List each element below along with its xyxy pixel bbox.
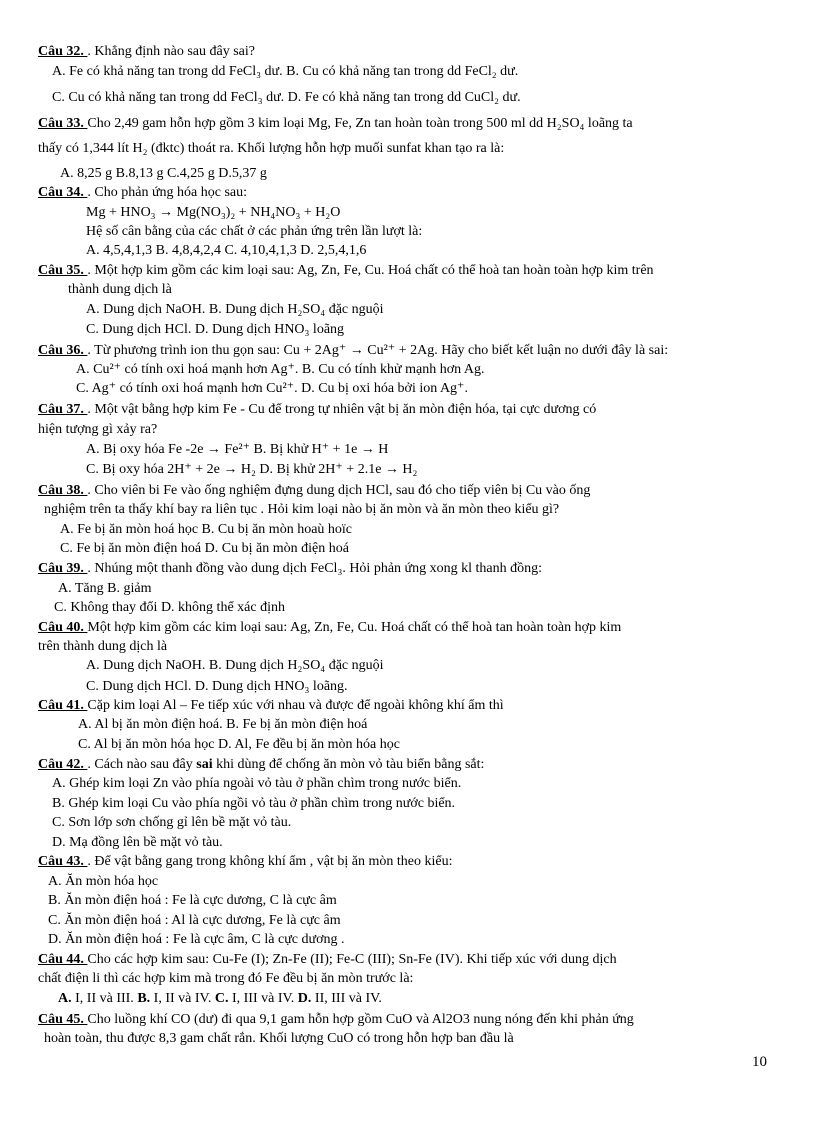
text-line (86, 460, 417, 479)
text-line (52, 794, 455, 813)
line-text: A. Tăng B. giảm (58, 581, 152, 596)
line-text: . Một hợp kim gồm các kim loại sau: Ag, Zn, Fe, Cu. Hoá chất có thể hoà tan hoàn toàn hợp kim trên (87, 263, 654, 278)
text-line (38, 618, 621, 637)
line-text: Hệ số cân bằng của các chất ở các phản ứng trên lần lượt là: (86, 224, 423, 239)
line-text: D. Ăn mòn điện hoá : Fe là cực âm, C là cực dương . (48, 932, 345, 947)
line-text: II, III và IV. (314, 991, 382, 1006)
line-text: A. Ghép kim loại Zn vào phía ngoài vỏ tàu ở phần chìm trong nước biển. (52, 776, 462, 791)
text-line (78, 715, 367, 734)
text-line (54, 598, 285, 617)
option-letter: C. (214, 991, 232, 1006)
question-number: Câu 38. (38, 483, 88, 498)
text-line (52, 88, 521, 107)
line-text: Mg + HNO₃ → Mg(NO₃)₂ + NH₄NO₃ + H₂O (86, 205, 341, 220)
text-line (38, 559, 542, 578)
text-line (38, 852, 453, 871)
line-text: . Một vật bằng hợp kim Fe - Cu để trong tự nhiên vật bị ăn mòn điện hóa, tại cực dương có (87, 402, 597, 417)
line-text: C. Dung dịch HCl. D. Dung dịch HNO₃ loãng (86, 322, 345, 337)
line-text: C. Bị oxy hóa 2H⁺ + 2e → H₂ D. Bị khử 2H⁺ + 2.1e → H₂ (86, 462, 418, 477)
text-line (60, 539, 349, 558)
line-text: C. Cu có khả năng tan trong dd FeCl₃ dư. D. Fe có khả năng tan trong dd CuCl₂ dư. (52, 90, 521, 105)
question-number: Câu 34. (38, 185, 88, 200)
line-text: A. 8,25 g B.8,13 g C.4,25 g D.5,37 g (60, 166, 267, 181)
text-line (48, 872, 158, 891)
line-text: D. Mạ đồng lên bề mặt vỏ tàu. (52, 835, 223, 850)
line-text: nghiệm trên ta thấy khí bay ra liên tục . Hỏi kim loại nào bị ăn mòn và ăn mòn theo kiểu gì? (44, 502, 560, 517)
text-line (48, 930, 345, 949)
line-text: C. Ag⁺ có tính oxi hoá mạnh hơn Cu²⁺. D. Cu bị oxi hóa bởi ion Ag⁺. (76, 381, 468, 396)
line-text: C. Sơn lớp sơn chống gỉ lên bề mặt vỏ tàu. (52, 815, 292, 830)
line-text: khi dùng để chống ăn mòn vỏ tàu biển bằng sắt: (212, 757, 485, 772)
line-text: A. Cu²⁺ có tính oxi hoá mạnh hơn Ag⁺. B. Cu có tính khử mạnh hơn Ag. (76, 362, 485, 377)
line-text: B. Ăn mòn điện hoá : Fe là cực dương, C là cực âm (48, 893, 337, 908)
text-line (38, 696, 504, 715)
line-text: Một hợp kim gồm các kim loại sau: Ag, Zn, Fe, Cu. Hoá chất có thể hoà tan hoàn toàn hợp kim (87, 620, 622, 635)
line-text: Cho các hợp kim sau: Cu-Fe (I); Zn-Fe (II); Fe-C (III); Sn-Fe (IV). Khi tiếp xúc với dung dịch (87, 952, 617, 967)
question-number: Câu 35. (38, 263, 88, 278)
text-line (38, 139, 504, 158)
line-text: B. Ghép kim loại Cu vào phía ngồi vỏ tàu ở phần chìm trong nước biển. (52, 796, 456, 811)
text-line (38, 481, 590, 500)
text-line (86, 440, 388, 459)
line-text: C. Fe bị ăn mòn điện hoá D. Cu bị ăn mòn điện hoá (60, 541, 349, 556)
line-text: A. Fe bị ăn mòn hoá học B. Cu bị ăn mòn hoaù hoïc (60, 522, 353, 537)
line-text: . Từ phương trình ion thu gọn sau: Cu + 2Ag⁺ → Cu²⁺ + 2Ag. Hãy cho biết kết luận no dưới đây là sai: (87, 343, 669, 358)
line-text: thấy có 1,344 lít H₂ (đktc) thoát ra. Khối lượng hỗn hợp muối sunfat khan tạo ra là: (38, 141, 505, 156)
line-text: C. Không thay đổi D. không thể xác định (54, 600, 285, 615)
line-text: . Khẳng định nào sau đây sai? (87, 44, 255, 59)
text-line (86, 203, 340, 222)
text-line (38, 183, 247, 202)
question-number: Câu 40. (38, 620, 88, 635)
line-text: I, II và III. (75, 991, 138, 1006)
text-line (86, 241, 366, 260)
line-text: I, II và IV. (153, 991, 215, 1006)
question-number: Câu 43. (38, 854, 88, 869)
text-line (38, 637, 167, 656)
line-text: hiện tượng gì xảy ra? (38, 422, 158, 437)
line-text: . Để vật bằng gang trong không khí ẩm , vật bị ăn mòn theo kiểu: (87, 854, 453, 869)
emphasis-text: sai (196, 757, 213, 772)
question-number: Câu 32. (38, 44, 88, 59)
page-number: 10 (752, 1054, 767, 1070)
line-text: Cho 2,49 gam hỗn hợp gồm 3 kim loại Mg, Fe, Zn tan hoàn toàn trong 500 ml dd H₂SO₄ loãng ta (87, 116, 633, 131)
text-line (86, 300, 384, 319)
text-line (52, 774, 461, 793)
option-letter: A. (58, 991, 76, 1006)
text-line (52, 62, 518, 81)
line-text: . Cho viên bi Fe vào ống nghiệm đựng dung dịch HCl, sau đó cho tiếp viên bị Cu vào ống (87, 483, 591, 498)
text-line (68, 280, 172, 299)
question-number: Câu 44. (38, 952, 88, 967)
text-line (76, 360, 484, 379)
line-text: C. Dung dịch HCl. D. Dung dịch HNO₃ loãng. (86, 679, 348, 694)
option-letter: D. (297, 991, 315, 1006)
line-text: C. Ăn mòn điện hoá : Al là cực dương, Fe là cực âm (48, 913, 341, 928)
text-line (38, 261, 654, 280)
text-line (48, 891, 337, 910)
line-text: A. Fe có khả năng tan trong dd FeCl₃ dư. B. Cu có khả năng tan trong dd FeCl₂ dư. (52, 64, 519, 79)
text-line (58, 579, 151, 598)
text-line (38, 1010, 634, 1029)
line-text: . Cách nào sau đây (87, 757, 197, 772)
question-number: Câu 39. (38, 561, 88, 576)
line-text: A. Bị oxy hóa Fe -2e → Fe²⁺ B. Bị khử H⁺ + 1e → H (86, 442, 389, 457)
text-line (38, 341, 668, 360)
text-line (38, 950, 617, 969)
text-line (52, 813, 291, 832)
text-line (86, 656, 384, 675)
line-text: A. Dung dịch NaOH. B. Dung dịch H₂SO₄ đặc nguội (86, 658, 384, 673)
text-line (78, 735, 400, 754)
line-text: chất điện li thì các hợp kim mà trong đó Fe đều bị ăn mòn trước là: (38, 971, 414, 986)
text-line (38, 420, 157, 439)
question-number: Câu 41. (38, 698, 88, 713)
text-line (86, 677, 348, 696)
line-text: hoàn toàn, thu được 8,3 gam chất rắn. Khối lượng CuO có trong hỗn hợp ban đầu là (44, 1031, 514, 1046)
text-line (52, 833, 223, 852)
line-text: trên thành dung dịch là (38, 639, 168, 654)
question-number: Câu 45. (38, 1012, 88, 1027)
text-line (58, 989, 382, 1008)
line-text: Cặp kim loại Al – Fe tiếp xúc với nhau và được để ngoài không khí ẩm thì (87, 698, 504, 713)
text-line (48, 911, 341, 930)
line-text: A. 4,5,4,1,3 B. 4,8,4,2,4 C. 4,10,4,1,3 D. 2,5,4,1,6 (86, 243, 367, 258)
text-line (38, 114, 633, 133)
question-number: Câu 36. (38, 343, 88, 358)
text-line (60, 520, 352, 539)
line-text: A. Al bị ăn mòn điện hoá. B. Fe bị ăn mòn điện hoá (78, 717, 368, 732)
text-line (76, 379, 468, 398)
line-text: A. Ăn mòn hóa học (48, 874, 159, 889)
text-line (38, 969, 413, 988)
line-text: . Nhúng một thanh đồng vào dung dịch FeCl₃. Hỏi phản ứng xong kl thanh đồng: (87, 561, 543, 576)
text-line (44, 500, 559, 519)
text-line (38, 400, 596, 419)
question-number: Câu 42. (38, 757, 88, 772)
question-number: Câu 33. (38, 116, 88, 131)
question-number: Câu 37. (38, 402, 88, 417)
text-line (86, 222, 422, 241)
text-line (38, 42, 255, 61)
line-text: A. Dung dịch NaOH. B. Dung dịch H₂SO₄ đặc nguội (86, 302, 384, 317)
text-line (38, 755, 484, 774)
text-line (86, 320, 344, 339)
line-text: thành dung dịch là (68, 282, 172, 297)
line-text: Cho luồng khí CO (dư) đi qua 9,1 gam hỗn hợp gồm CuO và Al2O3 nung nóng đến khi phản ứng (87, 1012, 634, 1027)
line-text: . Cho phản ứng hóa học sau: (87, 185, 248, 200)
text-line (44, 1029, 514, 1048)
line-text: C. Al bị ăn mòn hóa học D. Al, Fe đều bị ăn mòn hóa học (78, 737, 400, 752)
option-letter: B. (137, 991, 154, 1006)
text-line (60, 164, 267, 183)
line-text: I, III và IV. (231, 991, 298, 1006)
